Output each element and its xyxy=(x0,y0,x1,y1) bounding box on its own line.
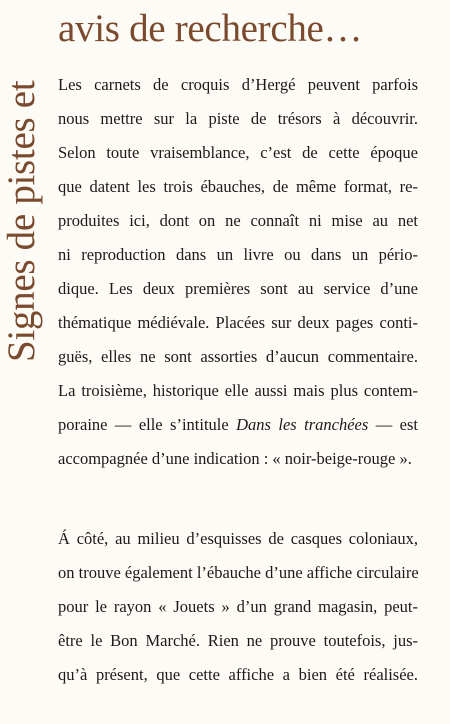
text-line: qu’à présent, que cette affiche a bien été réalisée. xyxy=(58,665,418,684)
page-heading: avis de recherche… xyxy=(58,7,363,50)
text-line: produites ici, dont on ne connaît ni mise au net xyxy=(58,211,418,230)
paragraph-gap xyxy=(58,476,418,522)
text-line: nous mettre sur la piste de trésors à découvrir. xyxy=(58,109,418,128)
text-fragment: — est xyxy=(368,415,418,434)
text-line: être le Bon Marché. Rien ne prouve toutefois, jus- xyxy=(58,631,418,650)
text-line: Selon toute vraisemblance, c’est de cette époque xyxy=(58,143,418,162)
paragraph-1 xyxy=(58,68,418,476)
text-line: pour le rayon « Jouets » d’un grand magasin, peut- xyxy=(58,597,418,616)
text-line: La troisième, historique elle aussi mais plus contem- xyxy=(58,381,418,400)
body-text xyxy=(58,68,418,692)
text-line: thématique médiévale. Placées sur deux pages conti- xyxy=(58,313,418,332)
text-line: Les carnets de croquis d’Hergé peuvent parfois xyxy=(58,75,418,94)
text-line xyxy=(58,408,418,442)
book-title: Dans les tranchées xyxy=(236,415,369,434)
text-line: guës, elles ne sont assorties d’aucun commentaire. xyxy=(58,347,418,366)
paragraph-2 xyxy=(58,522,418,692)
text-line: que datent les trois ébauches, de même format, re- xyxy=(58,177,418,196)
text-line: accompagnée d’une indication : « noir-beige-rouge ». xyxy=(58,449,412,468)
text-line: on trouve également l’ébauche d’une affiche circulaire xyxy=(58,563,419,582)
text-line: dique. Les deux premières sont au service d’une xyxy=(58,279,418,298)
text-fragment: poraine — elle s’intitule xyxy=(58,415,237,434)
text-line: ni reproduction dans un livre ou dans un pério- xyxy=(58,245,418,264)
text-line: Á côté, au milieu d’esquisses de casques coloniaux, xyxy=(58,529,418,548)
vertical-title: Signes de pistes et xyxy=(0,80,43,362)
